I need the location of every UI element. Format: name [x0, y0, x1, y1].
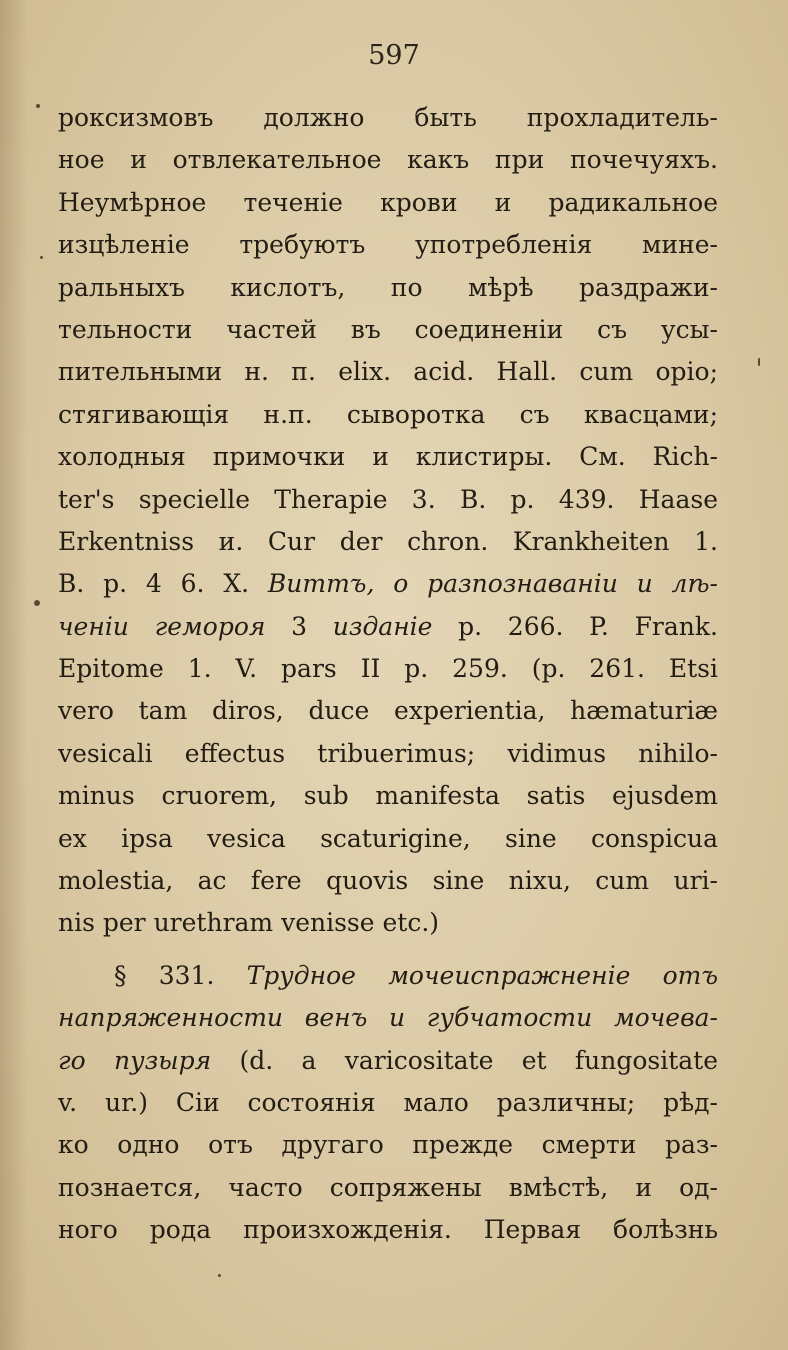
paper-speck: [218, 1274, 221, 1277]
text-line: ральныхъ кислотъ, по мѣрѣ раздражи-: [58, 272, 718, 302]
text-line: vesicali effectus tribuerimus; vidimus nihilo-: [58, 738, 718, 768]
text-line: Неумѣрное теченіе крови и радикальное: [58, 187, 718, 217]
paper-speck: [36, 104, 40, 108]
text-segment: (d. a varicositate et fungositate: [211, 1045, 718, 1075]
text-line: molestia, ac fere quovis sine nixu, cum uri-: [58, 866, 718, 896]
text-line: [58, 563, 718, 605]
text-line: Erkentniss и. Cur der chron. Krankheiten 1.: [58, 526, 718, 556]
text-line: [58, 606, 718, 648]
text-line: nis per urethram venisse etc.): [58, 908, 440, 938]
text-segment: 3: [265, 611, 333, 641]
text-line: [58, 1040, 718, 1082]
page-edge-shadow: [0, 0, 28, 1350]
text-line: тельности частей въ соединеніи съ усы-: [58, 314, 718, 344]
text-line: v. ur.) Сіи состоянія мало различны; рѣд-: [58, 1087, 718, 1117]
section-title: го пузыря: [58, 1045, 212, 1075]
text-line: познается, часто сопряжены вмѣстѣ, и од-: [58, 1172, 718, 1202]
section-title: Трудное мочеиспражненіе отъ: [246, 960, 719, 990]
paper-speck: [40, 256, 43, 259]
paper-speck: [34, 600, 40, 606]
text-segment: p. 266. P. Frank.: [432, 611, 718, 641]
italic-citation: Виттъ, о разпознаваніи и лѣ-: [267, 569, 718, 599]
italic-citation: изданіе: [332, 611, 433, 641]
section-title: напряженности венъ и губчатости мочева-: [58, 1003, 718, 1033]
text-line: ко одно отъ другаго прежде смерти раз-: [58, 1130, 718, 1160]
text-line: холодныя примочки и клистиры. См. Rich-: [58, 442, 718, 472]
text-line: minus cruorem, sub manifesta satis ejusdem: [58, 781, 718, 811]
section-number: § 331.: [114, 960, 247, 990]
text-line: ное и отвлекательное какъ при почечуяхъ.: [58, 145, 718, 175]
section-heading-line: [58, 955, 718, 997]
paper-speck: [758, 358, 760, 366]
text-segment: B. p. 4 6. X.: [58, 569, 268, 599]
text-line: пительными н. п. elix. acid. Hall. cum opio;: [58, 357, 718, 387]
text-line: Epitome 1. V. pars II p. 259. (p. 261. Etsi: [58, 654, 718, 684]
text-line: изцѣленіе требуютъ употребленія мине-: [58, 230, 718, 260]
text-line: ter's specielle Therapie 3. B. p. 439. Haase: [58, 484, 718, 514]
text-line: стягивающія н.п. сыворотка съ квасцами;: [58, 399, 718, 429]
page-number: 597: [368, 40, 420, 71]
text-line: ex ipsa vesica scaturigine, sine conspicua: [58, 823, 718, 853]
text-line: роксизмовъ должно быть прохладитель-: [58, 103, 718, 132]
text-line: [58, 997, 718, 1039]
italic-citation: ченіи гемороя: [58, 611, 266, 641]
text-line: vero tam diros, duce experientia, hæmaturiæ: [58, 696, 718, 726]
text-line: ного рода произхожденія. Первая болѣзнь: [58, 1215, 718, 1245]
body-text: [58, 97, 718, 1252]
